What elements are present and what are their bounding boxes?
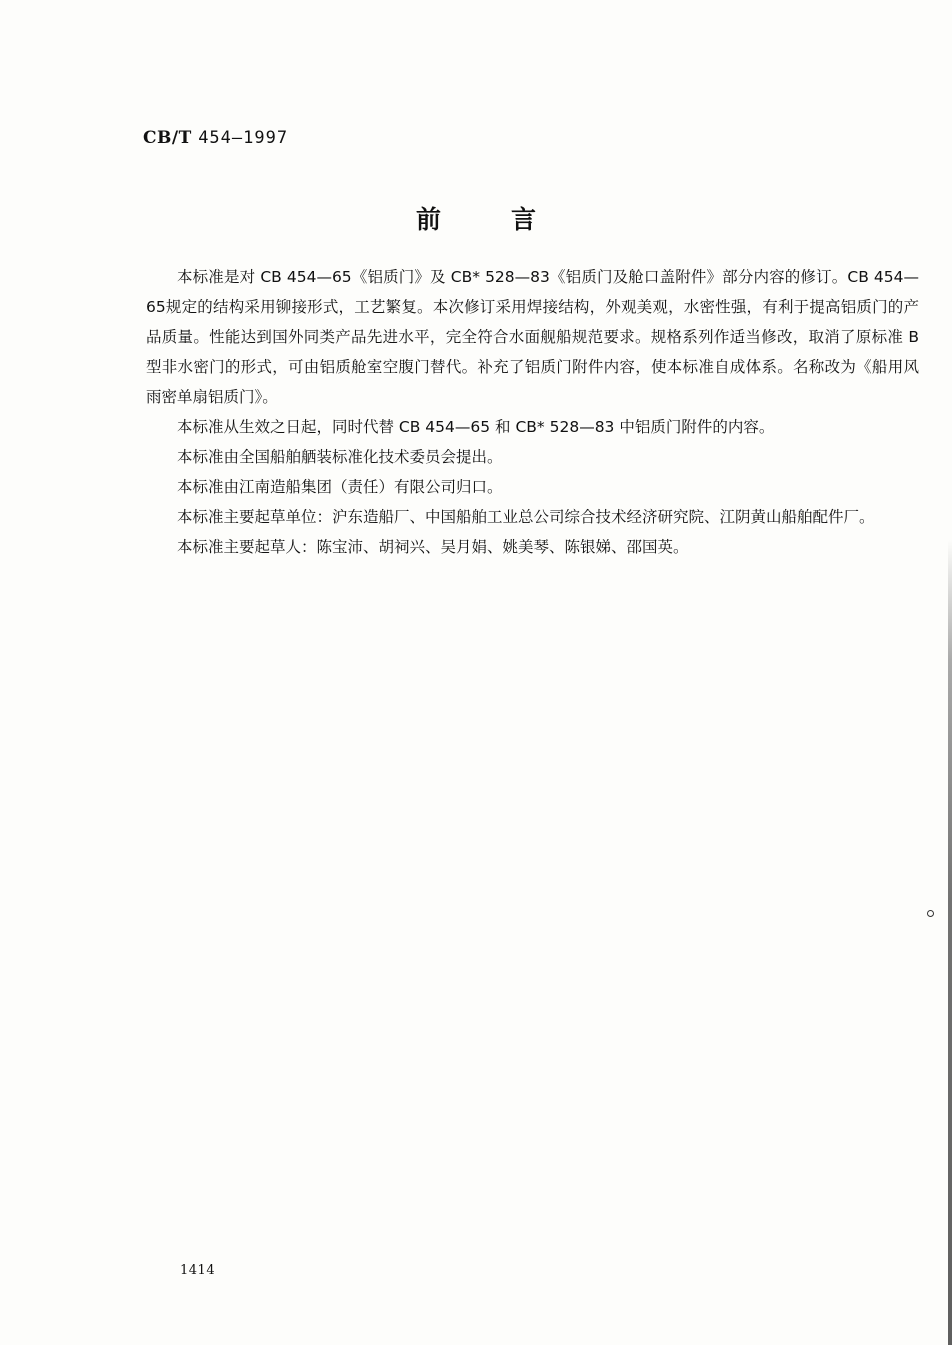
scan-edge-shadow xyxy=(948,540,952,1345)
paragraph-drafters: 本标准主要起草人：陈宝沛、胡祠兴、吴月娟、姚美琴、陈银娣、邵国英。 xyxy=(177,538,689,556)
paragraph-drafting-units: 本标准主要起草单位：沪东造船厂、中国船舶工业总公司综合技术经济研究院、江阴黄山船舶配件厂。 xyxy=(177,508,875,526)
paragraph-replacement: 本标准从生效之日起，同时代替 CB 454—65 和 CB* 528—83 中铝质门附件的内容。 xyxy=(177,418,775,436)
paragraph-administrator: 本标准由江南造船集团（责任）有限公司归口。 xyxy=(177,478,503,496)
standard-code xyxy=(143,128,288,148)
foreword-body xyxy=(146,262,919,562)
scan-artifact-dot xyxy=(927,910,934,917)
paragraph-revision: 本标准是对 CB 454—65《铝质门》及 CB* 528—83《铝质门及舱口盖附件》部分内容的修订。CB 454—65规定的结构采用铆接形式，工艺繁复。本次修订采用焊接结构，外观美观，水密性强，有利于提高铝质门的产品质量。性能达到国外同类产品先进水平，完全符合水面舰船规范要求。规格系列作适当修改，取消了原标准 B 型非水密门的形式，可由铝质舱室空腹门替代。补充了铝质门附件内容，使本标准自成体系。名称改为《船用风雨密单扇铝质门》。 xyxy=(146,268,919,406)
paragraph-proposer: 本标准由全国船舶舾装标准化技术委员会提出。 xyxy=(177,448,503,466)
standard-code-prefix: CB/T xyxy=(143,128,192,148)
page-number: 1414 xyxy=(180,1263,216,1278)
standard-code-number: 454—1997 xyxy=(198,128,289,148)
page-title: 前言 xyxy=(415,205,606,234)
